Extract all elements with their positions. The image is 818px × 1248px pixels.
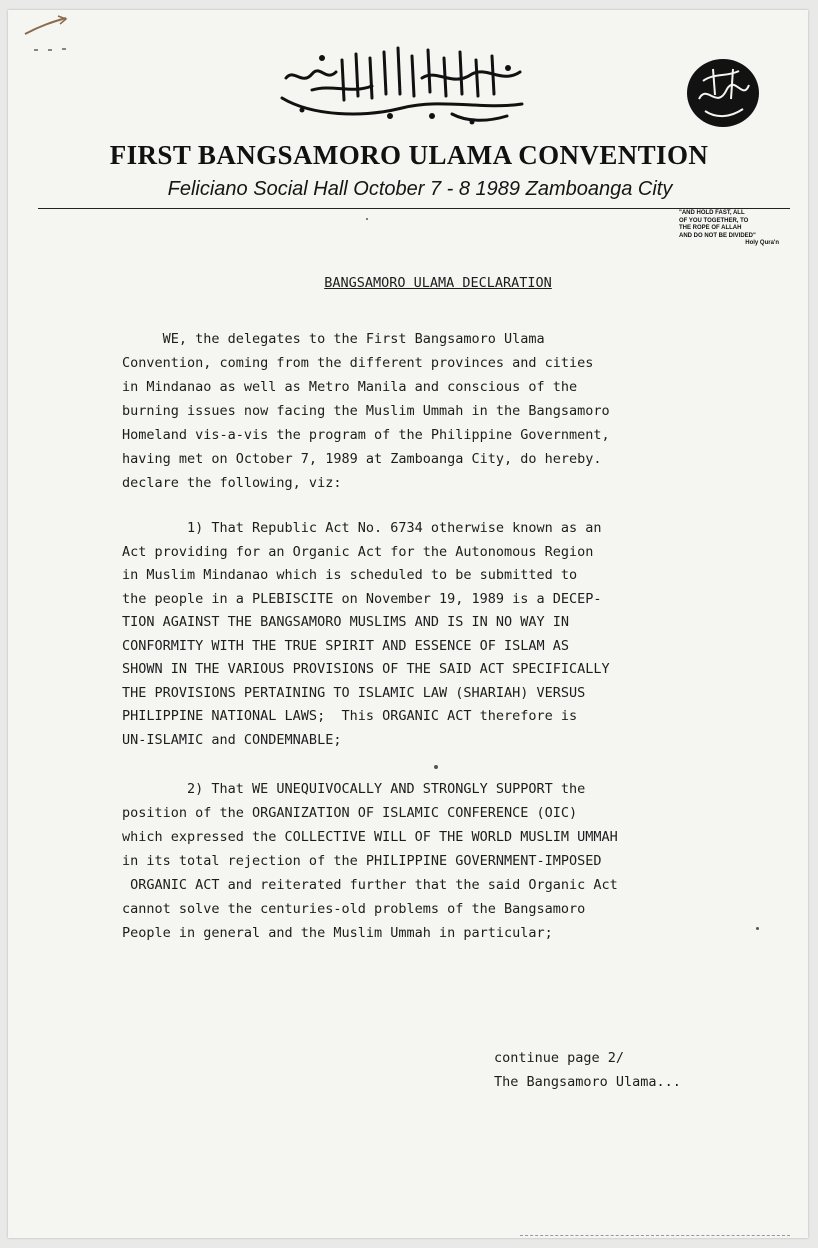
paragraph-line: UN-ISLAMIC and CONDEMNABLE; <box>122 731 342 748</box>
point-2-paragraph <box>122 777 742 945</box>
declaration-title: BANGSAMORO ULAMA DECLARATION <box>324 275 552 291</box>
continuation-note <box>494 1046 774 1094</box>
paragraph-line: in Mindanao as well as Metro Manila and conscious of the <box>122 379 578 395</box>
convention-title: FIRST BANGSAMORO ULAMA CONVENTION <box>109 140 709 170</box>
paragraph-line: the people in a PLEBISCITE on November 19, 1989 is a DECEP- <box>122 590 602 607</box>
paragraph-line: People in general and the Muslim Ummah in particular; <box>122 925 553 941</box>
paragraph-line: in Muslim Mindanao which is scheduled to be submitted to <box>122 567 578 583</box>
quote-line: OF YOU TOGETHER, TO <box>679 217 749 224</box>
arabic-calligraphy-logo-icon <box>272 38 537 128</box>
paragraph-line: position of the ORGANIZATION OF ISLAMIC CONFERENCE (OIC) <box>122 805 578 821</box>
header-divider <box>38 208 790 209</box>
paragraph-line: WE, the delegates to the First Bangsamoro Ulama <box>122 331 545 347</box>
circular-calligraphy-seal-icon <box>683 55 763 131</box>
continue-line: The Bangsamoro Ulama... <box>494 1074 681 1090</box>
paragraph-line: PHILIPPINE NATIONAL LAWS; This ORGANIC ACT therefore is <box>122 708 578 724</box>
paragraph-line: declare the following, viz: <box>122 475 342 491</box>
paragraph-line: SHOWN IN THE VARIOUS PROVISIONS OF THE SAID ACT SPECIFICALLY <box>122 661 610 677</box>
intro-paragraph <box>122 327 742 495</box>
quran-quote <box>679 210 779 248</box>
paragraph-line: in its total rejection of the PHILIPPINE GOVERNMENT-IMPOSED <box>122 853 602 869</box>
quote-source: Holy Qura'n <box>745 240 779 246</box>
quote-line: "AND HOLD FAST, ALL <box>679 210 745 216</box>
continue-line: continue page 2/ <box>494 1050 625 1066</box>
paragraph-line: Act providing for an Organic Act for the Autonomous Region <box>122 543 594 560</box>
paragraph-line: TION AGAINST THE BANGSAMORO MUSLIMS AND IS IN NO WAY IN <box>122 614 570 630</box>
pen-mark-icon <box>22 12 82 57</box>
paragraph-line: 2) That WE UNEQUIVOCALLY AND STRONGLY SUPPORT the <box>122 781 586 797</box>
point-1-paragraph <box>122 517 742 752</box>
quote-line: THE ROPE OF ALLAH <box>679 225 742 231</box>
paragraph-line: cannot solve the centuries-old problems of the Bangsamoro <box>122 901 586 917</box>
paragraph-line: CONFORMITY WITH THE TRUE SPIRIT AND ESSENCE OF ISLAM AS <box>122 637 570 654</box>
paragraph-line: 1) That Republic Act No. 6734 otherwise known as an <box>122 520 602 536</box>
paragraph-line: Convention, coming from the different provinces and cities <box>122 355 594 371</box>
bottom-edge-line <box>520 1235 790 1236</box>
paragraph-line: burning issues now facing the Muslim Ummah in the Bangsamoro <box>122 403 610 419</box>
quote-line: AND DO NOT BE DIVIDED" <box>679 232 756 239</box>
ink-speck <box>756 927 759 930</box>
paragraph-line: having met on October 7, 1989 at Zamboanga City, do hereby. <box>122 451 602 467</box>
paragraph-line: THE PROVISIONS PERTAINING TO ISLAMIC LAW (SHARIAH) VERSUS <box>122 684 586 701</box>
paragraph-line: which expressed the COLLECTIVE WILL OF THE WORLD MUSLIM UMMAH <box>122 829 618 845</box>
ink-speck <box>366 218 368 220</box>
paragraph-line: ORGANIC ACT and reiterated further that the said Organic Act <box>122 877 618 893</box>
paragraph-line: Homeland vis-a-vis the program of the Philippine Government, <box>122 427 610 443</box>
ink-speck <box>434 765 438 769</box>
convention-subtitle: Feliciano Social Hall October 7 - 8 1989 Zamboanga City <box>167 178 673 200</box>
